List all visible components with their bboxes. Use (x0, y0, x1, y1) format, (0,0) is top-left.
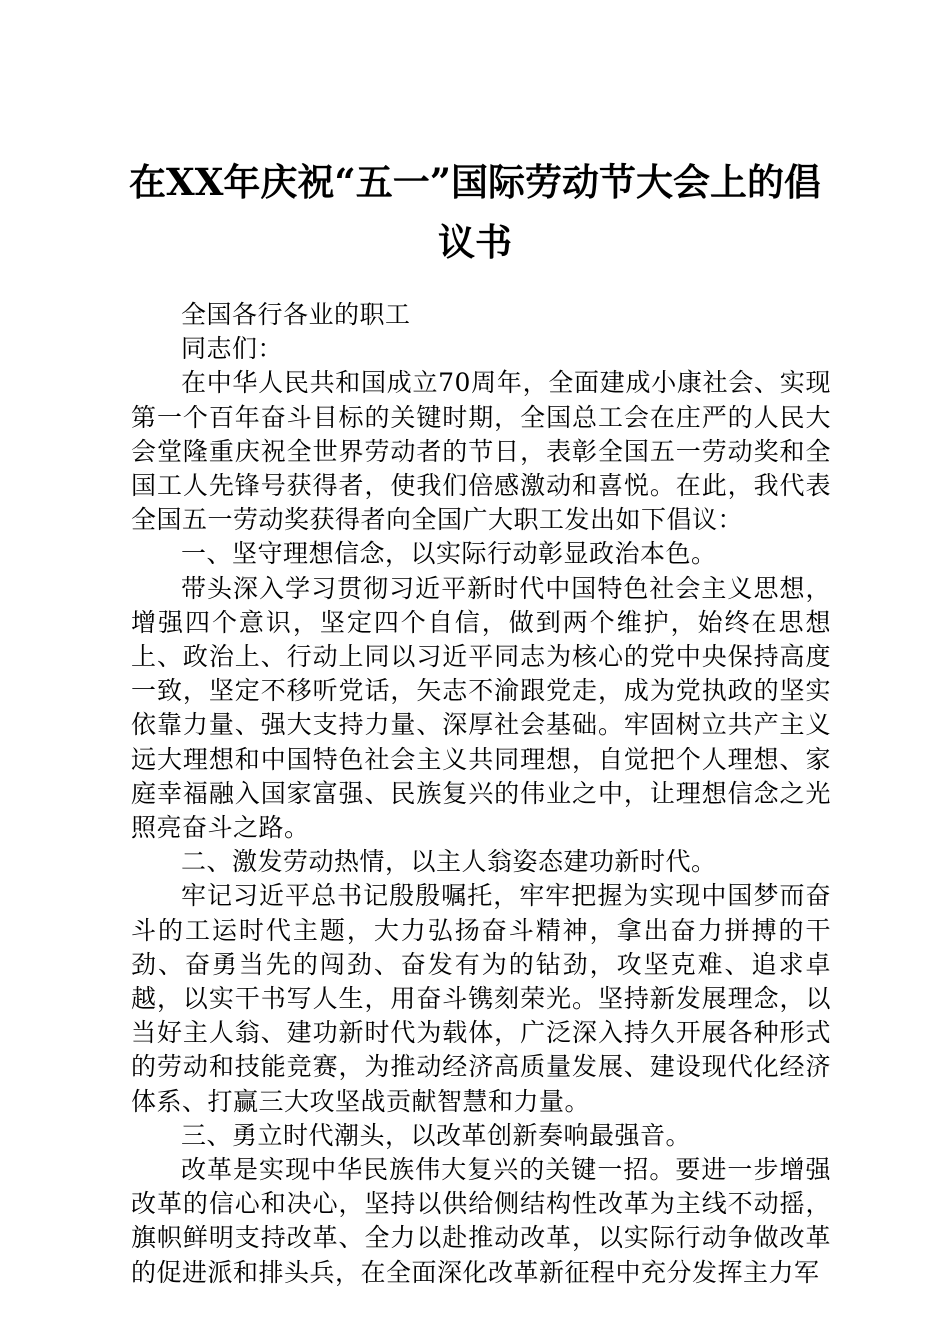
salutation-comrades: 同志们： (181, 334, 284, 364)
section-paragraph-2: 牢记习近平总书记殷殷嘱托，牢牢把握为实现中国梦而奋斗的工运时代主题，大力弘扬奋斗精神，拿出奋力拼搏的干劲、奋勇当先的闯劲、奋发有为的钻劲，攻坚克难、追求卓越，以实干书写人生，用奋斗镌刻荣光。坚持新发展理念，以当好主人翁、建功新时代为载体，广泛深入持久开展各种形式的劳动和技能竞赛，为推动经济高质量发展、建设现代化经济体系、打赢三大攻坚战贡献智慧和力量。 (131, 881, 831, 1116)
document-title (100, 152, 850, 272)
salutation-recipients: 全国各行各业的职工 (181, 300, 411, 329)
section-paragraph-3: 改革是实现中华民族伟大复兴的关键一招。要进一步增强改革的信心和决心，坚持以供给侧结构性改革为主线不动摇，旗帜鲜明支持改革、全力以赴推动改革，以实际行动争做改革的促进派和排头兵，在全面深化改革新征程中充分发挥主力军 (131, 1155, 831, 1287)
section-heading-1: 一、坚守理想信念，以实际行动彰显政治本色。 (181, 539, 717, 569)
section-paragraph-1: 带头深入学习贯彻习近平新时代中国特色社会主义思想，增强四个意识，坚定四个自信，做到两个维护，始终在思想上、政治上、行动上同以习近平同志为核心的党中央保持高度一致，坚定不移听党话，矢志不渝跟党走，成为党执政的坚实依靠力量、强大支持力量、深厚社会基础。牢固树立共产主义远大理想和中国特色社会主义共同理想，自觉把个人理想、家庭幸福融入国家富强、民族复兴的伟业之中，让理想信念之光照亮奋斗之路。 (131, 573, 831, 843)
section-heading-2: 二、激发劳动热情，以主人翁姿态建功新时代。 (181, 847, 717, 877)
title-line-1: 在XX年庆祝“五一”国际劳动节大会上的倡 (129, 160, 821, 204)
title-line-2: 议书 (438, 220, 512, 264)
section-heading-3: 三、勇立时代潮头，以改革创新奏响最强音。 (181, 1120, 692, 1150)
intro-paragraph: 在中华人民共和国成立70周年，全面建成小康社会、实现第一个百年奋斗目标的关键时期，全国总工会在庄严的人民大会堂隆重庆祝全世界劳动者的节日，表彰全国五一劳动奖和全国工人先锋号获得者，使我们倍感激动和喜悦。在此，我代表全国五一劳动奖获得者向全国广大职工发出如下倡议： (131, 368, 831, 535)
document-body (131, 298, 831, 1290)
